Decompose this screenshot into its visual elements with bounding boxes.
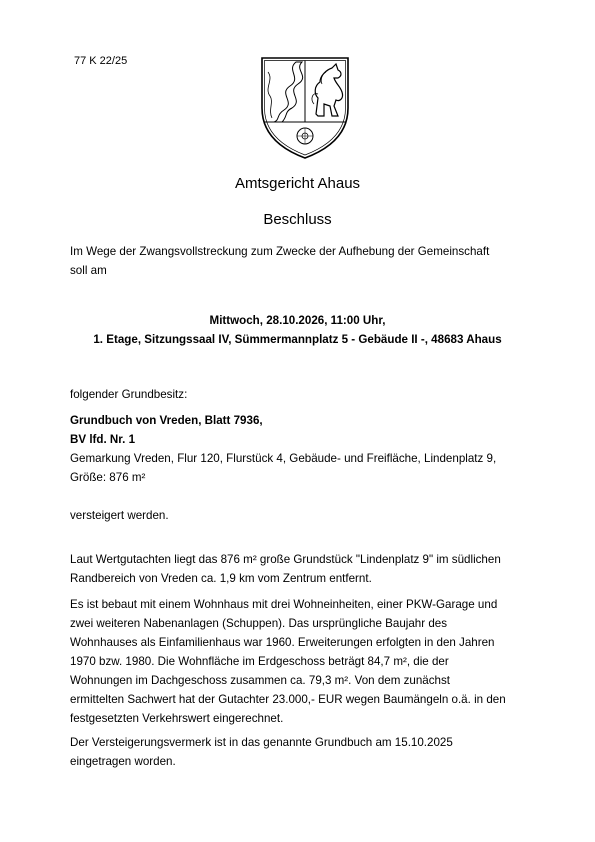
property-register: Grundbuch von Vreden, Blatt 7936, bbox=[70, 414, 263, 427]
paragraph-location bbox=[70, 550, 530, 588]
paragraph-line: 1970 bzw. 1980. Die Wohnfläche im Erdgeschoss beträgt 84,7 m², die der bbox=[70, 655, 449, 668]
appointment-location: 1. Etage, Sitzungssaal IV, Sümmermannplatz 5 - Gebäude II -, 48683 Ahaus bbox=[93, 333, 502, 346]
property-description-line-2: Größe: 876 m² bbox=[70, 471, 146, 484]
paragraph-line: eingetragen worden. bbox=[70, 755, 176, 768]
document-title: Beschluss bbox=[263, 211, 332, 228]
case-number: 77 K 22/25 bbox=[74, 55, 128, 67]
property-entry: BV lfd. Nr. 1 bbox=[70, 433, 136, 446]
intro-line-2: soll am bbox=[70, 264, 107, 277]
paragraph-line: Wohnhauses als Einfamilienhaus war 1960. Erweiterungen erfolgten in den Jahren bbox=[70, 636, 495, 649]
property-block bbox=[70, 411, 530, 487]
paragraph-building bbox=[70, 595, 530, 728]
paragraph-line: ermittelten Sachwert hat der Gutachter 23.000,- EUR wegen Baumängeln o.ä. in den bbox=[70, 693, 506, 706]
paragraph-line: Wohnungen im Dachgeschoss zusammen ca. 79,3 m². Von dem zunächst bbox=[70, 674, 451, 687]
paragraph-line: zwei weiteren Nabenanlagen (Schuppen). Das ursprüngliche Baujahr des bbox=[70, 617, 448, 630]
intro-text bbox=[70, 242, 530, 280]
property-description-line-1: Gemarkung Vreden, Flur 120, Flurstück 4, Gebäude- und Freifläche, Lindenplatz 9, bbox=[70, 452, 497, 465]
paragraph-line: Randbereich von Vreden ca. 1,9 km vom Zentrum entfernt. bbox=[70, 572, 372, 585]
intro-line-1: Im Wege der Zwangsvollstreckung zum Zwecke der Aufhebung der Gemeinschaft bbox=[70, 245, 490, 258]
paragraph-line: Es ist bebaut mit einem Wohnhaus mit drei Wohneinheiten, einer PKW-Garage und bbox=[70, 598, 498, 611]
paragraph-registration bbox=[70, 733, 530, 771]
coat-of-arms-icon bbox=[256, 50, 354, 160]
court-name: Amtsgericht Ahaus bbox=[234, 175, 361, 192]
paragraph-line: festgesetzten Verkehrswert eingerechnet. bbox=[70, 712, 284, 725]
appointment-date-time: Mittwoch, 28.10.2026, 11:00 Uhr, bbox=[209, 314, 386, 327]
paragraph-line: Laut Wertgutachten liegt das 876 m² große Grundstück "Lindenplatz 9" im südlichen bbox=[70, 553, 501, 566]
property-result: versteigert werden. bbox=[70, 509, 169, 522]
property-lead: folgender Grundbesitz: bbox=[70, 388, 188, 401]
paragraph-line: Der Versteigerungsvermerk ist in das genannte Grundbuch am 15.10.2025 bbox=[70, 736, 453, 749]
